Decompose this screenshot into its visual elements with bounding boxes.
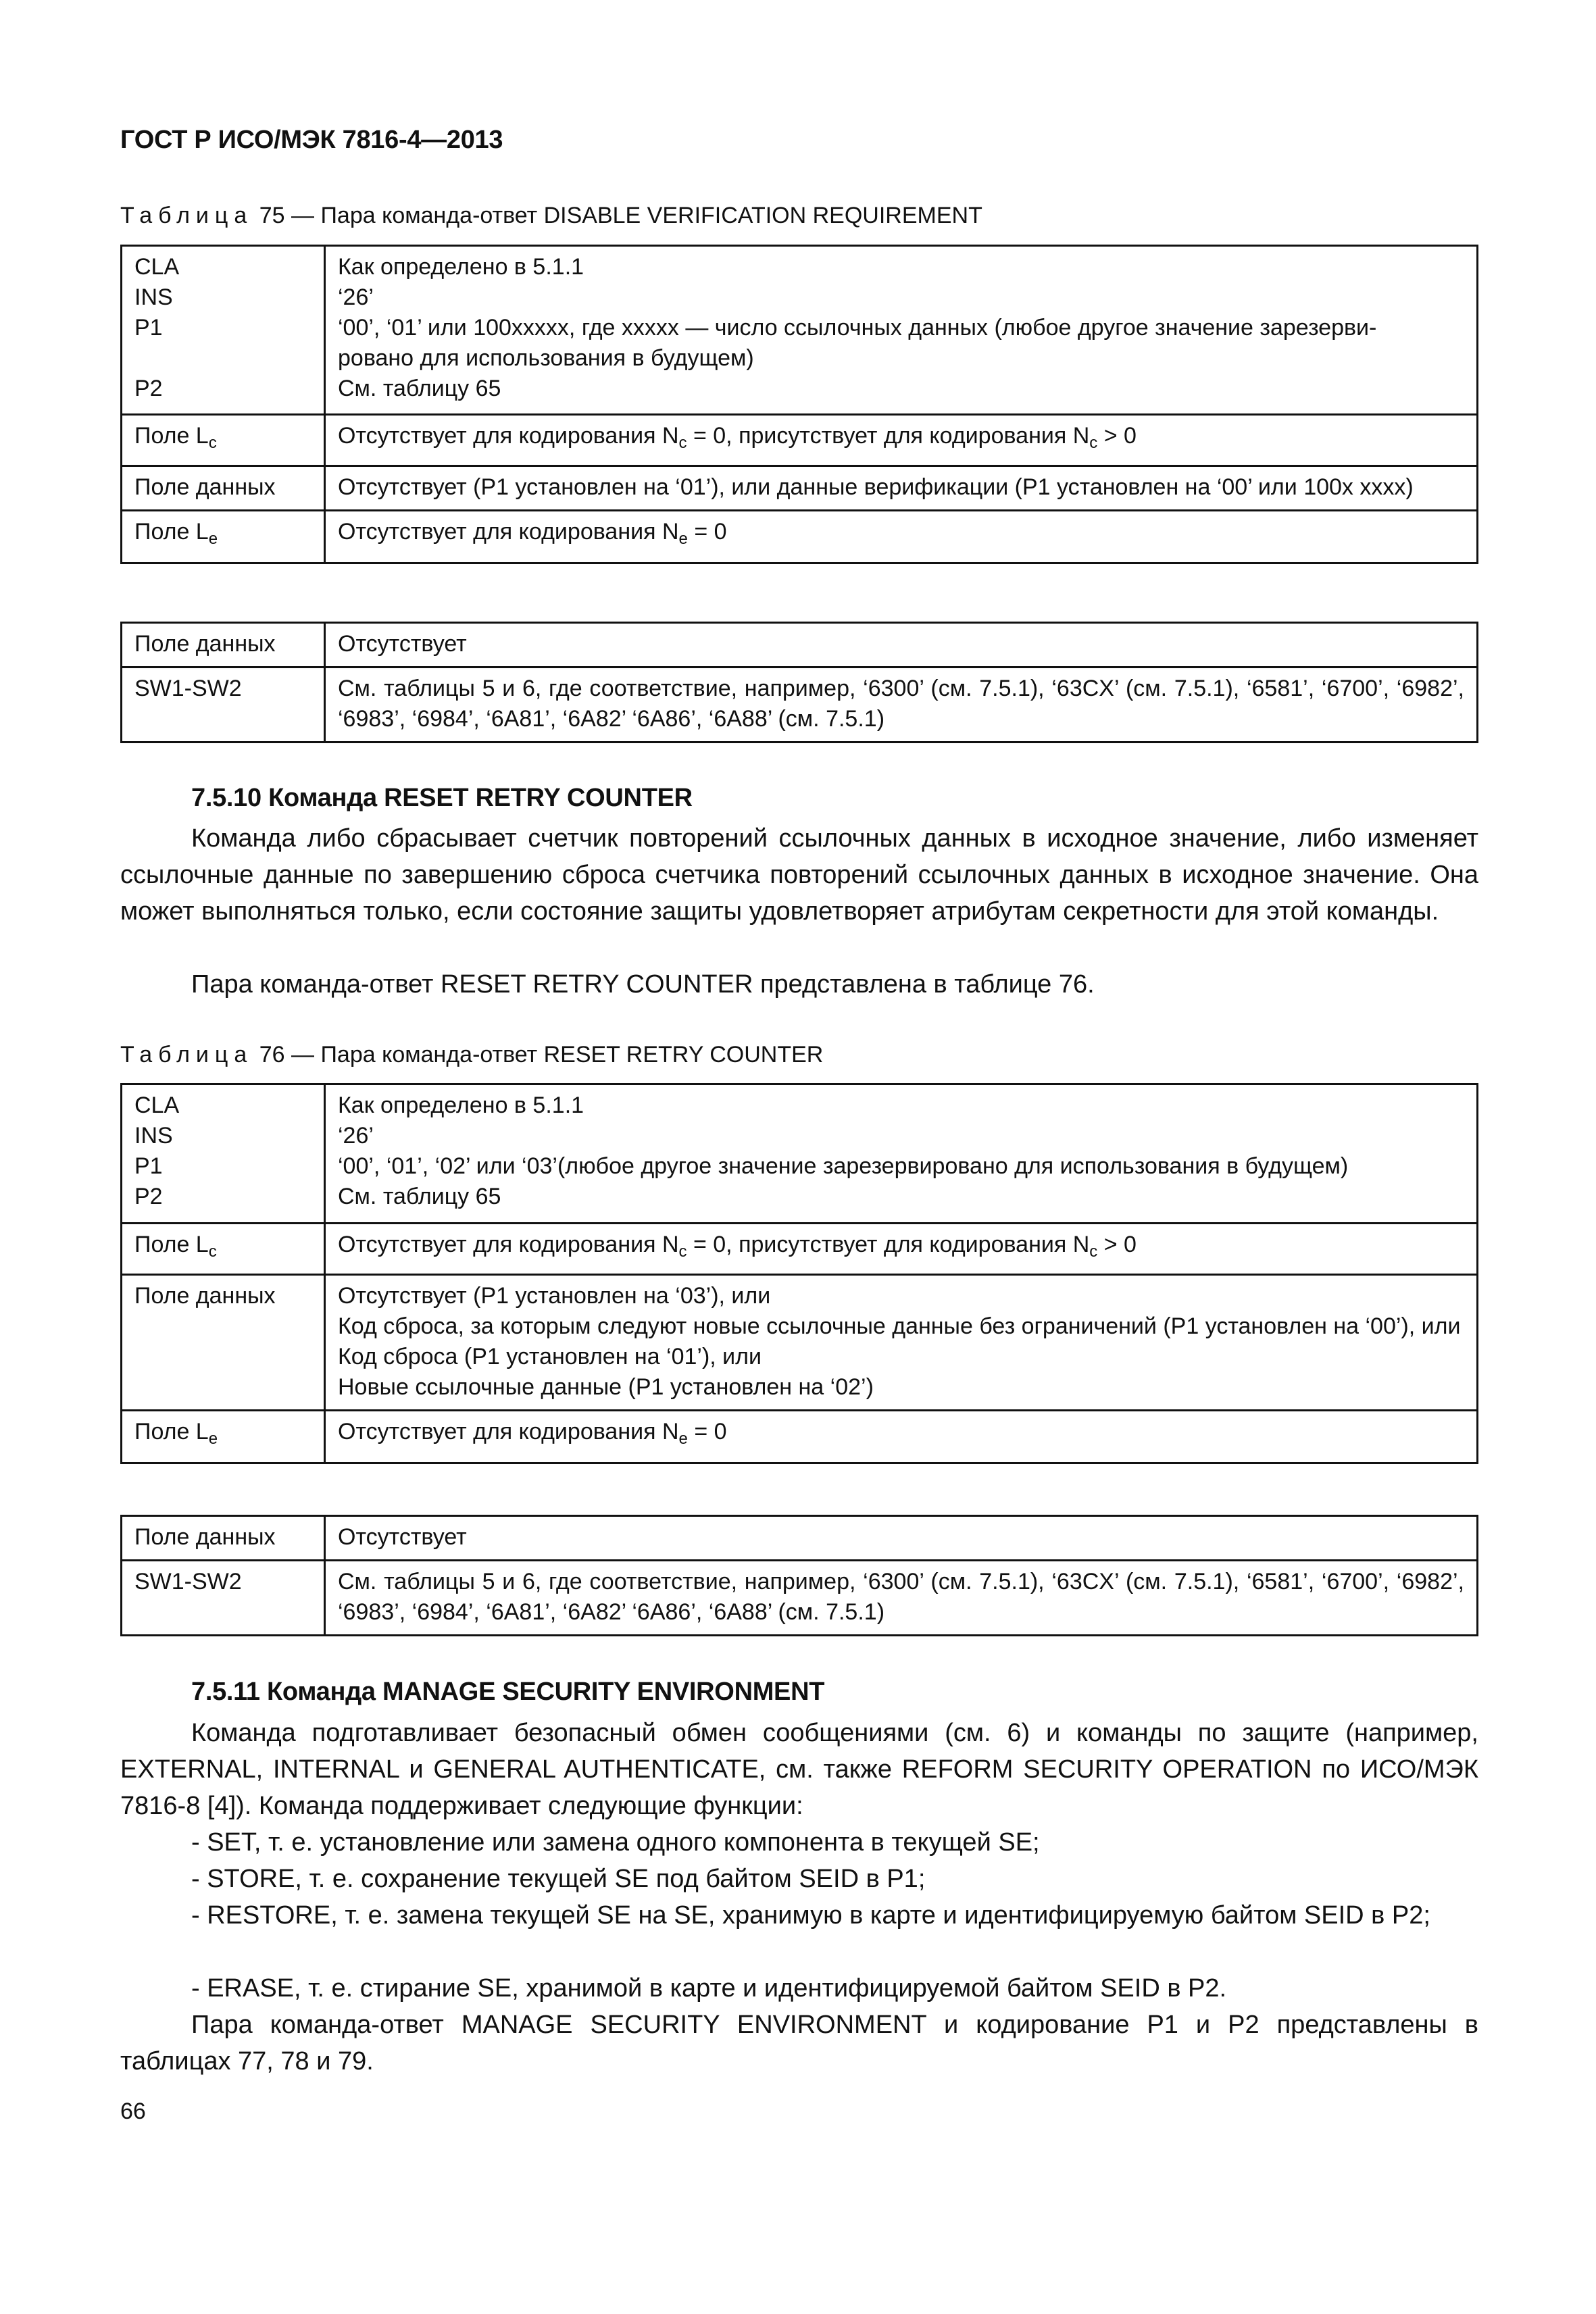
param-name: CLA xyxy=(134,1092,180,1118)
list-item xyxy=(120,1897,1478,1934)
text: Отсутствует для кодирования N xyxy=(338,423,679,449)
subscript: e xyxy=(678,530,688,548)
resp-data-value-cell: Отсутствует xyxy=(325,623,1478,668)
param-value: См. таблицу 65 xyxy=(338,376,501,401)
text: > 0 xyxy=(1097,1232,1137,1257)
table-row xyxy=(122,1275,1478,1411)
table-row xyxy=(122,1561,1478,1636)
list-item-text: - SET, т. е. установление или замена одного компонента в текущей SE; xyxy=(191,1828,1040,1857)
data-line: Код сброса, за которым следуют новые ссылочные данные без ограничений (P1 установлен на ‘00’), или xyxy=(338,1313,1461,1339)
list-item-text: - ERASE, т. е. стирание SE, хранимой в карте и идентифицируемой байтом SEID в P2. xyxy=(191,1974,1227,2003)
subscript: e xyxy=(678,1430,688,1448)
subscript: c xyxy=(1089,1242,1098,1261)
paragraph-text: Пара команда-ответ RESET RETRY COUNTER представлена в таблице 76. xyxy=(191,970,1095,999)
table-row xyxy=(122,1084,1478,1224)
param-name: CLA xyxy=(134,254,180,280)
text: > 0 xyxy=(1097,423,1137,449)
text: Отсутствует для кодирования N xyxy=(338,519,679,545)
subscript: c xyxy=(208,1242,217,1261)
caption-word: Таблица xyxy=(120,1042,253,1067)
subscript: c xyxy=(678,1242,687,1261)
spacer xyxy=(134,343,311,374)
list-item-text: - RESTORE, т. е. замена текущей SE на SE, хранимую в карте и идентифицируемую байтом SEID в P2; xyxy=(191,1901,1430,1930)
text: Отсутствует для кодирования N xyxy=(338,1232,679,1257)
table-row xyxy=(122,246,1478,415)
subscript: e xyxy=(208,1430,218,1448)
lc-label-cell xyxy=(122,415,325,466)
table-75-caption xyxy=(120,203,982,229)
subscript: c xyxy=(678,434,687,452)
subscript: c xyxy=(208,434,217,452)
table-75-command xyxy=(120,245,1478,564)
param-name: P2 xyxy=(134,376,163,401)
table-row xyxy=(122,511,1478,563)
table-76-command xyxy=(120,1083,1478,1464)
text: = 0, присутствует для кодирования N xyxy=(687,423,1090,449)
param-values-cell xyxy=(325,1084,1478,1224)
sw-value-cell: См. таблицы 5 и 6, где соответствие, например, ‘6300’ (см. 7.5.1), ‘63CX’ (см. 7.5.1), ‘6581’, ‘6700’, ‘6982’, ‘6983’, ‘6984’, ‘6A81’, ‘6A82’ ‘6A86’, ‘6A88’ (см. 7.5.1) xyxy=(325,668,1478,743)
param-value: ‘26’ xyxy=(338,284,374,310)
data-line: Код сброса (P1 установлен на ‘01’), или xyxy=(338,1344,762,1369)
table-row xyxy=(122,466,1478,511)
param-name: P2 xyxy=(134,1184,163,1209)
param-value: ‘26’ xyxy=(338,1123,374,1149)
table-row xyxy=(122,1224,1478,1275)
data-label-cell: Поле данных xyxy=(122,1275,325,1411)
paragraph xyxy=(120,2007,1478,2080)
caption-text: 75 — Пара команда-ответ DISABLE VERIFICATION REQUIREMENT xyxy=(259,203,982,228)
resp-data-label-cell: Поле данных xyxy=(122,1516,325,1561)
list-item-text: - STORE, т. е. сохранение текущей SE под байтом SEID в P1; xyxy=(191,1865,926,1893)
param-value: ровано для использования в будущем) xyxy=(338,345,754,371)
table-row xyxy=(122,415,1478,466)
param-values-cell xyxy=(325,246,1478,415)
page-number: 66 xyxy=(120,2098,146,2124)
le-label-cell xyxy=(122,511,325,563)
le-label: Поле L xyxy=(134,519,209,545)
lc-label: Поле L xyxy=(134,1232,209,1257)
le-value-cell xyxy=(325,1411,1478,1463)
subscript: c xyxy=(1089,434,1098,452)
paragraph xyxy=(120,820,1478,930)
param-name: INS xyxy=(134,284,173,310)
param-name: P1 xyxy=(134,315,163,341)
table-row xyxy=(122,1516,1478,1561)
resp-data-value-cell: Отсутствует xyxy=(325,1516,1478,1561)
le-label: Поле L xyxy=(134,1419,209,1444)
section-title: 7.5.10 Команда RESET RETRY COUNTER xyxy=(191,784,693,812)
document-header: ГОСТ Р ИСО/МЭК 7816-4—2013 xyxy=(120,126,503,154)
list-item xyxy=(120,1861,1478,1897)
param-value: Как определено в 5.1.1 xyxy=(338,254,584,280)
param-name: P1 xyxy=(134,1153,163,1179)
paragraph-text: Команда либо сбрасывает счетчик повторений ссылочных данных в исходное значение, либо изменяет ссылочные данные по завершению сброса счетчика повторений ссылочных данных в исходное значение. Она может выполняться только, если состояние защиты удовлетворяет атрибутам секретности для этой команды. xyxy=(120,824,1478,926)
sw-label-cell: SW1-SW2 xyxy=(122,1561,325,1636)
param-names-cell xyxy=(122,246,325,415)
lc-label: Поле L xyxy=(134,423,209,449)
table-row xyxy=(122,623,1478,668)
table-75-response xyxy=(120,622,1478,743)
data-label-cell: Поле данных xyxy=(122,466,325,511)
param-value: ‘00’, ‘01’ или 100xxxxx, где xxxxx — число ссылочных данных (любое другое значение зарезерви- xyxy=(338,315,1377,341)
list-item xyxy=(120,1970,1478,2007)
param-value: См. таблицу 65 xyxy=(338,1184,501,1209)
caption-text: 76 — Пара команда-ответ RESET RETRY COUNTER xyxy=(259,1042,824,1067)
sw-value-cell: См. таблицы 5 и 6, где соответствие, например, ‘6300’ (см. 7.5.1), ‘63CX’ (см. 7.5.1), ‘6581’, ‘6700’, ‘6982’, ‘6983’, ‘6984’, ‘6A81’, ‘6A82’ ‘6A86’, ‘6A88’ (см. 7.5.1) xyxy=(325,1561,1478,1636)
data-line: Отсутствует (P1 установлен на ‘03’), или xyxy=(338,1283,771,1309)
paragraph-text: Пара команда-ответ MANAGE SECURITY ENVIRONMENT и кодирование P1 и P2 представлены в таблицах 77, 78 и 79. xyxy=(120,2011,1478,2076)
lc-label-cell xyxy=(122,1224,325,1275)
param-value: ‘00’, ‘01’, ‘02’ или ‘03’(любое другое значение зарезервировано для использования в будущем) xyxy=(338,1153,1349,1179)
lc-value-cell xyxy=(325,1224,1478,1275)
text: = 0, присутствует для кодирования N xyxy=(687,1232,1090,1257)
le-label-cell xyxy=(122,1411,325,1463)
lc-value-cell xyxy=(325,415,1478,466)
paragraph xyxy=(120,966,1478,1003)
table-row xyxy=(122,668,1478,743)
text: = 0 xyxy=(687,1419,727,1444)
param-name: INS xyxy=(134,1123,173,1149)
data-value-cell: Отсутствует (P1 установлен на ‘01’), или данные верификации (P1 установлен на ‘00’ или 100x xxxx) xyxy=(325,466,1478,511)
caption-word: Таблица xyxy=(120,203,253,228)
data-line: Новые ссылочные данные (P1 установлен на ‘02’) xyxy=(338,1374,874,1400)
sw-label-cell: SW1-SW2 xyxy=(122,668,325,743)
table-76-response xyxy=(120,1515,1478,1636)
param-names-cell xyxy=(122,1084,325,1224)
data-value-cell xyxy=(325,1275,1478,1411)
paragraph xyxy=(120,1715,1478,1824)
subscript: e xyxy=(208,530,218,548)
le-value-cell xyxy=(325,511,1478,563)
resp-data-label-cell: Поле данных xyxy=(122,623,325,668)
param-value: Как определено в 5.1.1 xyxy=(338,1092,584,1118)
text: Отсутствует для кодирования N xyxy=(338,1419,679,1444)
paragraph-text: Команда подготавливает безопасный обмен сообщениями (см. 6) и команды по защите (например, EXTERNAL, INTERNAL и GENERAL AUTHENTICATE, см. также REFORM SECURITY OPERATION по ИСО/МЭК 7816-8 [4]). Команда поддерживает следующие функции: xyxy=(120,1719,1478,1820)
table-row xyxy=(122,1411,1478,1463)
list-item xyxy=(120,1824,1478,1861)
table-76-caption xyxy=(120,1042,823,1068)
section-title: 7.5.11 Команда MANAGE SECURITY ENVIRONMENT xyxy=(191,1678,825,1706)
text: = 0 xyxy=(687,519,727,545)
